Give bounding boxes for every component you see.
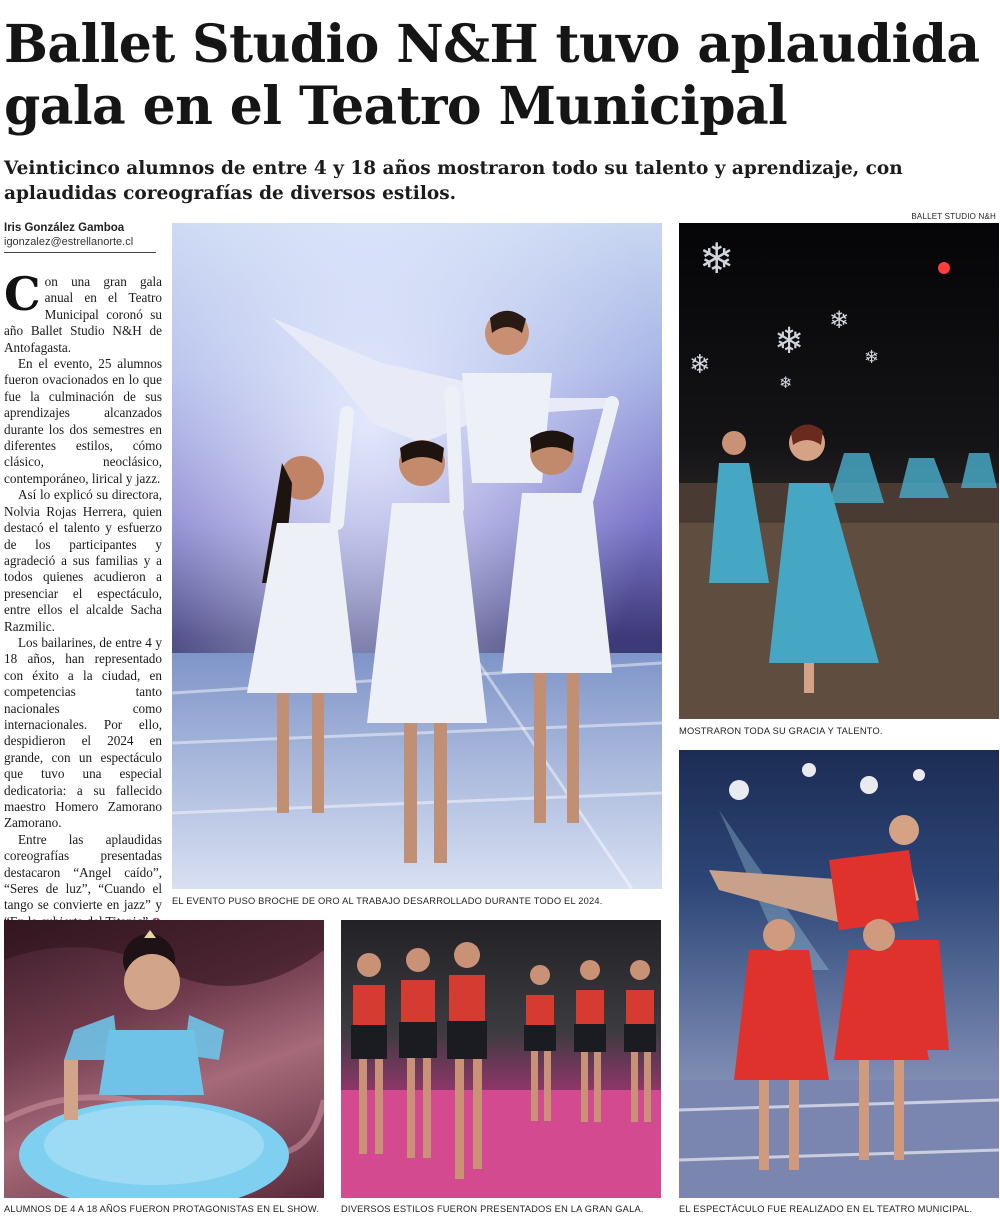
blue-tutu-illustration [4, 920, 324, 1198]
bottom-left-caption: ALUMNOS DE 4 A 18 AÑOS FUERON PROTAGONISTAS EN EL SHOW. [4, 1204, 320, 1214]
teal-dancers-photo [679, 223, 999, 719]
drop-cap: C [4, 267, 41, 321]
body-paragraph: En el evento, 25 alumnos fueron ovacionados en lo que fue la culminación de sus aprendizajes alcanzados durante los dos semestres en diferentes estilos, cómo clásico, neoclásico, contemporáneo, lirical y jazz. [4, 356, 162, 486]
body-paragraph: Los bailarines, de entre 4 y 18 años, han representado con éxito a la ciudad, en competencias tanto nacionales como internacionales. Por ello, despidieron el 2024 en grande, con un espectáculo que tuvo una especial dedicatoria: a su fallecido maestro Homero Zamorano Zamorano. [4, 634, 162, 831]
jazz-dancers-photo [341, 920, 661, 1198]
red-dancers-lift-photo [679, 750, 999, 1198]
byline [4, 222, 156, 253]
body-paragraph: Así lo explicó su directora, Nolvia Rojas Herrera, quien destacó el talento y esfuerzo de los participantes y agradeció a sus familias y a todos quienes acudieron a presenciar el espectáculo, entre ellos el alcalde Sacha Razmilic. [4, 487, 162, 634]
teal-photo-illustration [679, 223, 999, 719]
article-body [4, 267, 162, 931]
main-photo-illustration [172, 223, 662, 889]
svg-text:❄: ❄ [774, 321, 805, 362]
article-headline: Ballet Studio N&H tuvo aplaudida gala en el Teatro Municipal [4, 14, 980, 137]
author-email: igonzalez@estrellanorte.cl [4, 236, 156, 253]
svg-text:❄: ❄ [829, 306, 850, 334]
body-paragraph: Con una gran gala anual en el Teatro Municipal coronó su año Ballet Studio N&H de Antofagasta. [4, 267, 162, 355]
bottom-right-caption: EL ESPECTÁCULO FUE REALIZADO EN EL TEATRO MUNICIPAL. [679, 1204, 973, 1214]
svg-text:❄: ❄ [699, 234, 735, 283]
body-paragraph: Entre las aplaudidas coreografías presentadas destacaron “Angel caído”, “Seres de luz”, “Cuando el tango se convierte en jazz” y [4, 832, 162, 931]
svg-text:❄: ❄ [779, 373, 793, 392]
red-lift-illustration [679, 750, 999, 1198]
jazz-dancers-illustration [341, 920, 661, 1198]
article-subheadline: Veinticinco alumnos de entre 4 y 18 años mostraron todo su talento y aprendizaje, con aplaudidas coreografías de diversos estilos. [4, 158, 903, 204]
main-photo-caption: EL EVENTO PUSO BROCHE DE ORO AL TRABAJO DESARROLLADO DURANTE TODO EL 2024. [172, 896, 603, 906]
svg-text:❄: ❄ [864, 347, 880, 368]
photo-credit: BALLET STUDIO N&H [911, 212, 996, 221]
author-name: Iris González Gamboa [4, 222, 125, 234]
top-right-caption: MOSTRARON TODA SU GRACIA Y TALENTO. [679, 726, 883, 736]
svg-text:❄: ❄ [689, 350, 711, 380]
main-dance-photo [172, 223, 662, 889]
blue-tutu-dancer-photo [4, 920, 324, 1198]
bottom-middle-caption: DIVERSOS ESTILOS FUERON PRESENTADOS EN LA GRAN GALA. [341, 1204, 644, 1214]
